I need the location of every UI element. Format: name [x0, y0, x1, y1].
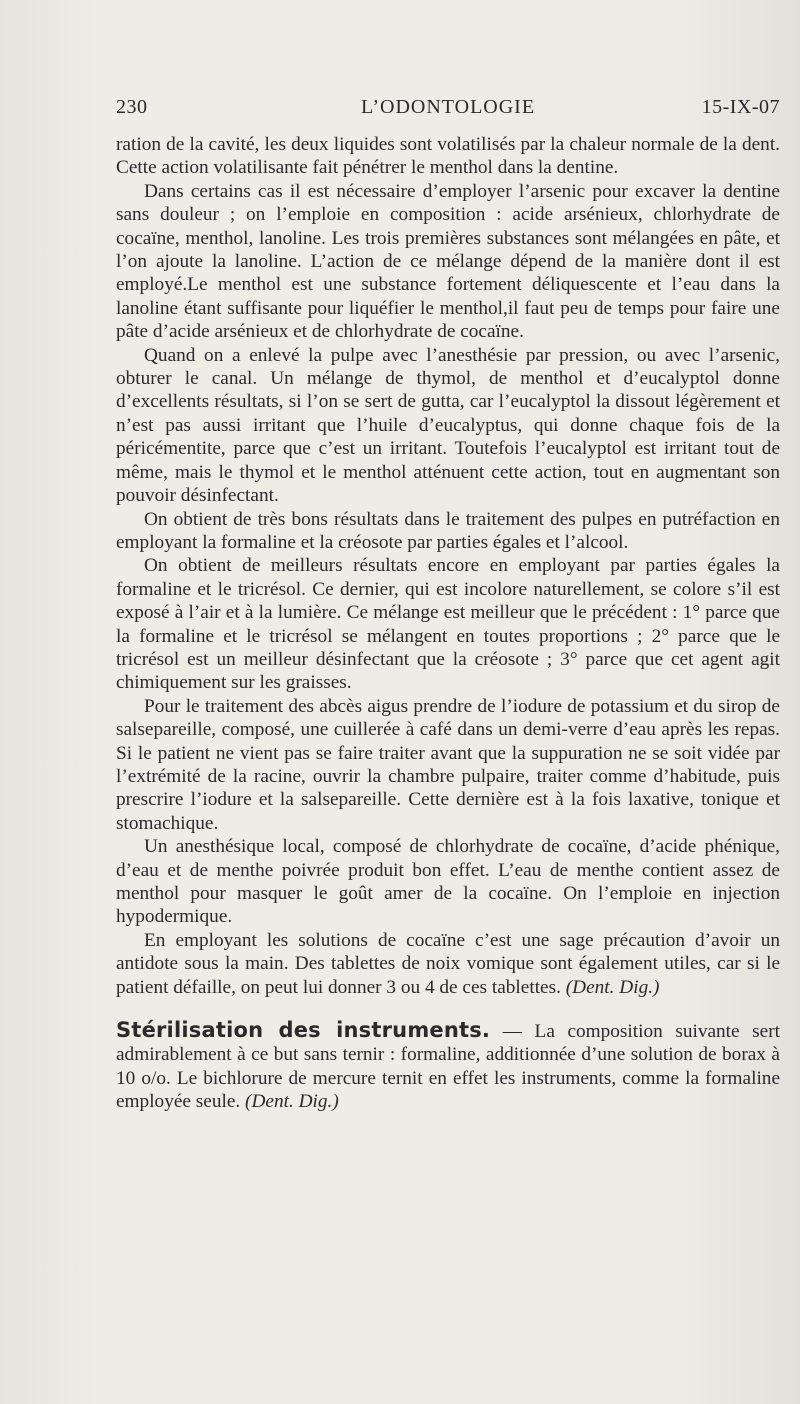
paragraph-continued: ration de la cavité, les deux liquides sont volatilisés par la chaleur normale de la dent. Cette action volatilisante fait pénétrer le menthol dans la dentine. — [116, 134, 780, 179]
paragraph-putrefaction: On obtient de très bons résultats dans le traitement des pulpes en putréfaction en employant la formaline et la créosote par parties égales et l’alcool. — [116, 508, 780, 553]
journal-title: L’ODONTOLOGIE — [360, 96, 536, 118]
section-sterilisation — [116, 1019, 780, 1114]
page-number: 230 — [116, 96, 148, 118]
paragraph-abscess: Pour le traitement des abcès aigus prendre de l’iodure de potassium et du sirop de salsepareille, composé, une cuillerée à café dans un demi-verre d’eau après les repas. Si le patient ne vient pas se faire traiter avant que la suppuration ne se soit vidée par l’extrémité de la racine, ouvrir la chambre pulpaire, traiter comme d’habitude, puis prescrire l’iodure et la salsepareille. Cette dernière est à la fois laxative, tonique et stomachique. — [116, 695, 780, 834]
source-citation: (Dent. Dig.) — [565, 976, 660, 998]
paragraph-anesthetic: Un anesthésique local, composé de chlorhydrate de cocaïne, d’acide phénique, d’eau et de menthe poivrée produit bon effet. L’eau de menthe contient assez de menthol pour masquer le goût amer de la cocaïne. On l’emploie en injection hypodermique. — [116, 836, 780, 928]
paragraph-cocaine — [116, 929, 780, 999]
section-text: La composition suivante sert admirablement à ce but sans ternir : formaline, additionnée d’une solution de borax à 10 o/o. Le bichlorure de mercure ternit en effet les instruments, comme la formaline employée seule. — [116, 1021, 781, 1113]
article-body — [116, 133, 780, 1114]
issue-date: 15-IX-07 — [701, 96, 780, 118]
section-dash: — — [490, 1021, 535, 1043]
paragraph-cocaine-text: En employant les solutions de cocaïne c’est une sage précaution d’avoir un antidote sous la main. Des tablettes de noix vomique sont également utiles, car si le patient défaille, on peut lui donner 3 ou 4 de ces tablettes. — [116, 929, 780, 998]
running-header — [116, 96, 780, 126]
paragraph-canal: Quand on a enlevé la pulpe avec l’anesthésie par pression, ou avec l’arsenic, obturer le canal. Un mélange de thymol, de menthol et d’eucalyptol donne d’excellents résultats, si l’on se sert de gutta, car l’eucalyptol la dissout légèrement et n’est pas aussi irritant que l’huile d’eucalyptus, qui donne chaque fois de la péricémentite, parce que c’est un irritant. Toutefois l’eucalyptol est irritant tout de même, mais le thymol et le menthol atténuent cette action, tout en augmentant son pouvoir désinfectant. — [116, 344, 780, 507]
section-source-citation: (Dent. Dig.) — [245, 1091, 339, 1113]
paragraph-arsenic: Dans certains cas il est nécessaire d’employer l’arsenic pour excaver la dentine sans douleur ; on l’emploie en composition : acide arsénieux, chlorhydrate de cocaïne, menthol, lanoline. Les trois premières substances sont mélangées en pâte, et l’on ajoute la lanoline. L’action de ce mélange dépend de la manière dont il est employé.Le menthol est une substance fortement déliquescente et l’eau dans la lanoline étant suffisante pour liquéfier le menthol,il faut peu de temps pour faire une pâte d’acide arsénieux et de chlorhydrate de cocaïne. — [116, 180, 780, 343]
section-title: Stérilisation des instruments. — [116, 1018, 491, 1043]
paragraph-tricresol: On obtient de meilleurs résultats encore en employant par parties égales la formaline et le tricrésol. Ce dernier, qui est incolore naturellement, se colore s’il est exposé à l’air et à la lumière. Ce mélange est meilleur que le précédent : 1° parce que la formaline et le tricrésol se mélangent en toutes proportions ; 2° parce que le tricrésol est un meilleur désinfectant que la créosote ; 3° parce que cet agent agit chimiquement sur les graisses. — [116, 555, 780, 694]
